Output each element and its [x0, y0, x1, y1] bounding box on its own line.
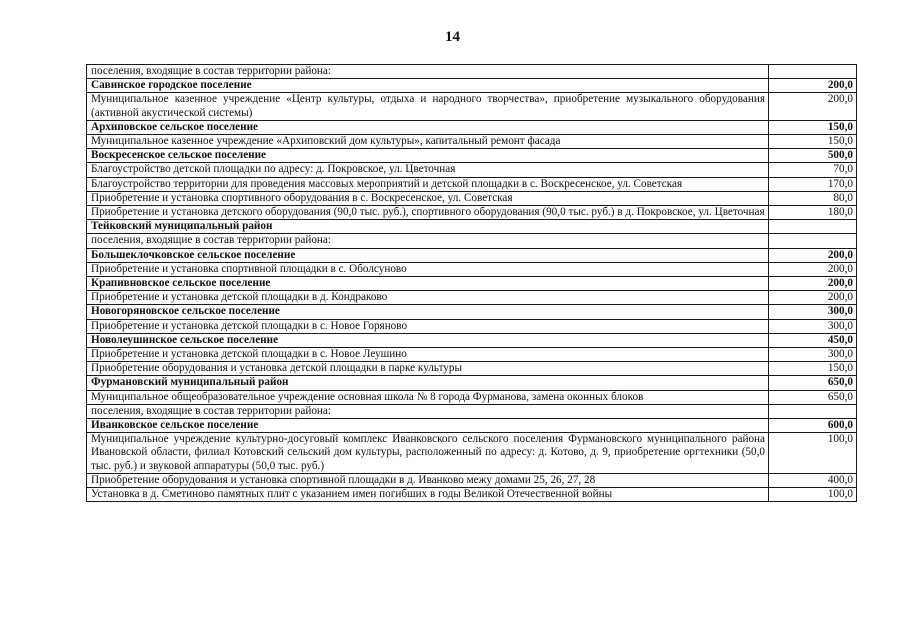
section-heading: Савинское городское поселение	[87, 79, 769, 93]
table-row	[87, 433, 857, 474]
budget-table	[86, 64, 857, 502]
row-description: Муниципальное казенное учреждение «Центр культуры, отдыха и народного творчества», приобретение музыкального оборудования (активной акустической системы)	[87, 93, 769, 120]
section-heading: Фурмановский муниципальный район	[87, 376, 769, 390]
row-description: поселения, входящие в состав территории района:	[87, 234, 769, 248]
row-description: Благоустройство территории для проведения массовых мероприятий и детской площадки в с. Воскресенское, ул. Советская	[87, 177, 769, 191]
table-row	[87, 277, 857, 291]
row-amount: 300,0	[769, 319, 857, 333]
row-description: Приобретение оборудования и установка спортивной площадки в д. Иванково межу домами 25, 26, 27, 28	[87, 473, 769, 487]
row-amount	[769, 404, 857, 418]
table-row	[87, 234, 857, 248]
row-amount: 150,0	[769, 362, 857, 376]
row-description: Муниципальное казенное учреждение «Архиповский дом культуры», капитальный ремонт фасада	[87, 135, 769, 149]
section-heading: Новогоряновское сельское поселение	[87, 305, 769, 319]
row-description: Приобретение и установка спортивной площадки в с. Оболсуново	[87, 262, 769, 276]
row-amount: 180,0	[769, 206, 857, 220]
row-amount	[769, 234, 857, 248]
row-amount: 450,0	[769, 333, 857, 347]
row-description: Приобретение и установка детского оборудования (90,0 тыс. руб.), спортивного оборудования (90,0 тыс. руб.) в д. Покровское, ул. Цветочная	[87, 206, 769, 220]
table-row	[87, 93, 857, 120]
row-amount: 300,0	[769, 305, 857, 319]
row-amount	[769, 65, 857, 79]
row-amount: 400,0	[769, 473, 857, 487]
row-amount: 650,0	[769, 376, 857, 390]
table-row	[87, 135, 857, 149]
page-number: 14	[445, 29, 460, 45]
table-row	[87, 191, 857, 205]
row-description: Приобретение и установка спортивного оборудования в с. Воскресенское, ул. Советская	[87, 191, 769, 205]
table-row	[87, 220, 857, 234]
row-amount: 500,0	[769, 149, 857, 163]
table-row	[87, 262, 857, 276]
table-row	[87, 390, 857, 404]
row-amount	[769, 220, 857, 234]
table-row	[87, 206, 857, 220]
row-amount: 170,0	[769, 177, 857, 191]
row-description: поселения, входящие в состав территории района:	[87, 65, 769, 79]
section-heading: Новолеушинское сельское поселение	[87, 333, 769, 347]
table-row	[87, 376, 857, 390]
row-amount: 150,0	[769, 120, 857, 134]
section-heading: Воскресенское сельское поселение	[87, 149, 769, 163]
row-amount: 200,0	[769, 277, 857, 291]
table-row	[87, 362, 857, 376]
section-heading: Большеклочковское сельское поселение	[87, 248, 769, 262]
row-amount: 200,0	[769, 248, 857, 262]
row-description: поселения, входящие в состав территории района:	[87, 404, 769, 418]
row-description: Приобретение и установка детской площадки в д. Кондраково	[87, 291, 769, 305]
table-row	[87, 248, 857, 262]
table-row	[87, 419, 857, 433]
table-row	[87, 348, 857, 362]
section-heading: Иванковское сельское поселение	[87, 419, 769, 433]
row-description: Муниципальное учреждение культурно-досуговый комплекс Иванковского сельского поселения Фурмановского муниципального района Ивановской области, филиал Котовский сельский дом культуры, расположенный по адресу: д. Котово, д. 9, приобретение оргтехники (50,0 тыс. руб.) и звуковой аппаратуры (50,0 тыс. руб.)	[87, 433, 769, 474]
row-description: Приобретение и установка детской площадки в с. Новое Леушино	[87, 348, 769, 362]
row-amount: 100,0	[769, 488, 857, 502]
table-row	[87, 120, 857, 134]
table-row	[87, 473, 857, 487]
table-row	[87, 65, 857, 79]
table-row	[87, 163, 857, 177]
table-row	[87, 305, 857, 319]
table-row	[87, 319, 857, 333]
row-description: Муниципальное общеобразовательное учреждение основная школа № 8 города Фурманова, замена оконных блоков	[87, 390, 769, 404]
row-description: Благоустройство детской площадки по адресу: д. Покровское, ул. Цветочная	[87, 163, 769, 177]
table-row	[87, 404, 857, 418]
table-row	[87, 177, 857, 191]
row-amount: 200,0	[769, 93, 857, 120]
table-row	[87, 79, 857, 93]
table-row	[87, 149, 857, 163]
section-heading: Архиповское сельское поселение	[87, 120, 769, 134]
row-amount: 600,0	[769, 419, 857, 433]
table-row	[87, 333, 857, 347]
table-row	[87, 291, 857, 305]
section-heading: Крапивновское сельское поселение	[87, 277, 769, 291]
row-amount: 300,0	[769, 348, 857, 362]
table-row	[87, 488, 857, 502]
row-description: Установка в д. Сметиново памятных плит с указанием имен погибших в годы Великой Отечественной войны	[87, 488, 769, 502]
row-amount: 100,0	[769, 433, 857, 474]
row-amount: 70,0	[769, 163, 857, 177]
row-description: Приобретение оборудования и установка детской площадки в парке культуры	[87, 362, 769, 376]
row-amount: 200,0	[769, 291, 857, 305]
section-heading: Тейковский муниципальный район	[87, 220, 769, 234]
row-amount: 150,0	[769, 135, 857, 149]
row-description: Приобретение и установка детской площадки в с. Новое Горяново	[87, 319, 769, 333]
row-amount: 200,0	[769, 262, 857, 276]
row-amount: 650,0	[769, 390, 857, 404]
row-amount: 80,0	[769, 191, 857, 205]
row-amount: 200,0	[769, 79, 857, 93]
